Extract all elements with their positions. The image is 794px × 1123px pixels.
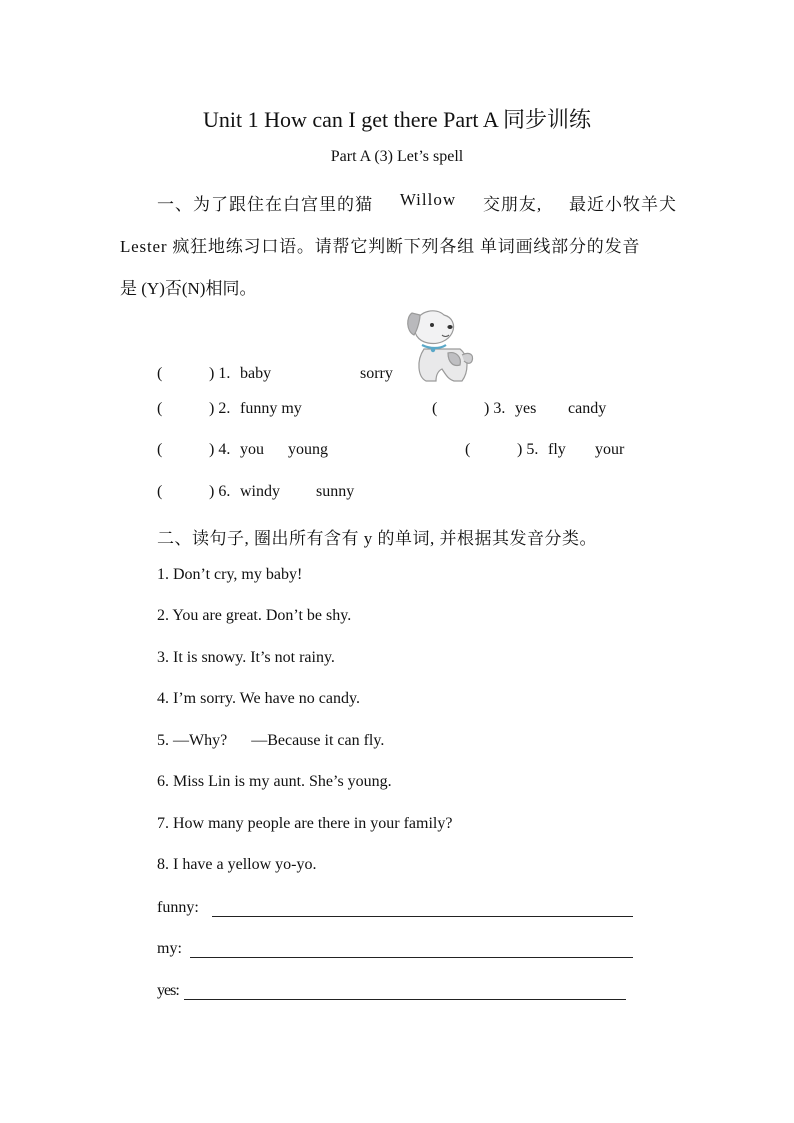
item-word: funny my [240, 400, 302, 417]
sentence-3: 3. It is snowy. It’s not rainy. [157, 649, 335, 666]
answer-blank-4[interactable] [162, 441, 208, 461]
answer-blank-3[interactable] [437, 400, 483, 420]
item-word: yes [515, 400, 537, 417]
sentence-6: 6. Miss Lin is my aunt. She’s young. [157, 773, 392, 790]
answer-paren-open: ( [465, 441, 471, 458]
page-title: Unit 1 How can I get there Part A 同步训练 [203, 107, 591, 132]
answer-paren-open: ( [432, 400, 438, 417]
answer-blank-6[interactable] [162, 483, 208, 503]
dog-illustration [402, 305, 476, 385]
item-word: baby [240, 365, 272, 382]
item-word: sorry [360, 365, 393, 382]
answer-blank-1[interactable] [162, 365, 208, 385]
answer-line-funny[interactable] [212, 916, 633, 917]
answer-blank-5[interactable] [470, 441, 516, 461]
item-word: you [240, 441, 264, 458]
section1-intro-line3: 是 (Y)否(N)相同。 [120, 279, 257, 298]
item-number: ) 6. [209, 483, 231, 500]
item-word: fly [548, 441, 566, 458]
section1-intro-line2: Lester 疯狂地练习口语。请帮它判断下列各组 单词画线部分的发音 [120, 237, 641, 256]
item-number: ) 3. [484, 400, 506, 417]
answer-paren-open: ( [157, 400, 163, 417]
page-subtitle: Part A (3) Let’s spell [330, 148, 464, 165]
item-word: young [288, 441, 328, 458]
item-word: sunny [316, 483, 355, 500]
item-number: ) 5. [517, 441, 539, 458]
answer-line-yes[interactable] [184, 999, 626, 1000]
sentence-2: 2. You are great. Don’t be shy. [157, 607, 352, 624]
item-number: ) 2. [209, 400, 231, 417]
section2-intro: 二、读句子, 圈出所有含有 y 的单词, 并根据其发音分类。 [157, 529, 597, 548]
answer-paren-open: ( [157, 365, 163, 382]
answer-paren-open: ( [157, 483, 163, 500]
intro-part-3: 交朋友, [482, 195, 543, 214]
item-number: ) 1. [209, 365, 231, 382]
intro-part-1: 一、为了跟住在白宫里的猫 [157, 195, 373, 214]
answer-line-my[interactable] [190, 957, 633, 958]
item-number: ) 4. [209, 441, 231, 458]
intro-part-4: 最近小牧羊犬 [569, 195, 677, 214]
category-label-my: my: [157, 940, 182, 957]
sentence-8: 8. I have a yellow yo-yo. [157, 856, 317, 873]
item-word: your [595, 441, 625, 458]
item-word: candy [568, 400, 607, 417]
item-word: windy [240, 483, 280, 500]
sentence-7: 7. How many people are there in your family? [157, 815, 453, 832]
sentence-1: 1. Don’t cry, my baby! [157, 566, 303, 583]
category-label-yes: yes: [157, 982, 179, 999]
section1-intro-line1 [157, 190, 677, 215]
category-label-funny: funny: [157, 899, 199, 916]
answer-blank-2[interactable] [162, 400, 208, 420]
sentence-4: 4. I’m sorry. We have no candy. [157, 690, 360, 707]
answer-paren-open: ( [157, 441, 163, 458]
intro-part-2: Willow [399, 190, 457, 209]
sentence-5: 5. —Why? —Because it can fly. [157, 732, 385, 749]
